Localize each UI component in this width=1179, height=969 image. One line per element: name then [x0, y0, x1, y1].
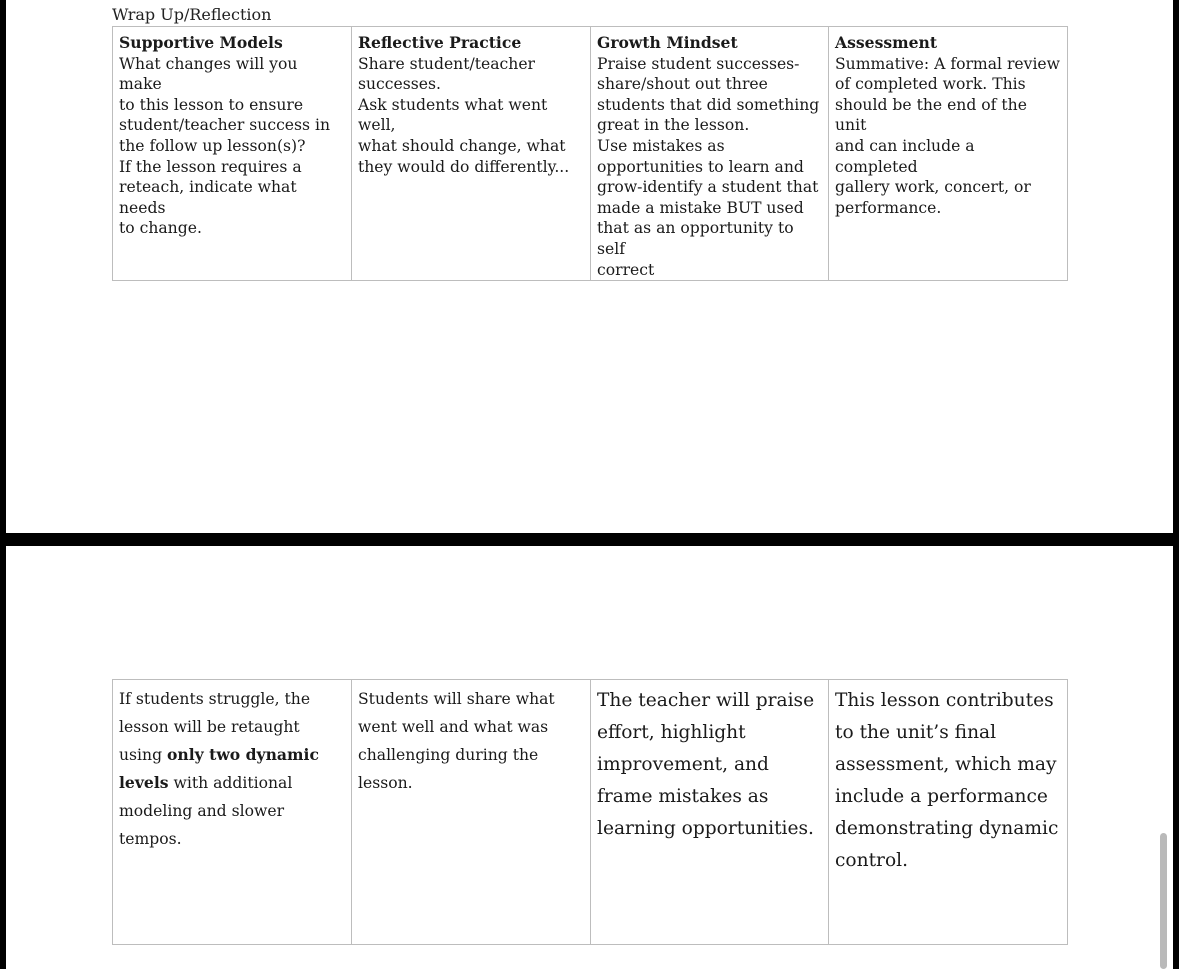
response-table: [112, 679, 1068, 945]
response-cell-growth-mindset: [591, 680, 829, 945]
response-text: The teacher will praise effort, highlight improvement, and frame mistakes as learning opportunities.: [597, 690, 815, 839]
response-text: This lesson contributes to the unit’s final assessment, which may include a performance demonstrating dynamic control.: [835, 690, 1059, 871]
cell-text: What changes will you make to this lesson to ensure student/teacher success in the follow up lesson(s)? If the lesson requires a reteach, indicate what needs to change.: [119, 54, 331, 238]
reference-table: [112, 26, 1068, 281]
section-title: Wrap Up/Reflection: [112, 5, 272, 24]
reference-cell-reflective-practice: [352, 27, 591, 281]
response-cell-reflective-practice: [352, 680, 591, 945]
document-page-1: [6, 0, 1173, 533]
cell-heading: Assessment: [835, 33, 938, 52]
cell-text: Summative: A formal review of completed work. This should be the end of the unit and can include a completed gallery work, concert, or performance.: [835, 54, 1061, 217]
cell-text: Share student/teacher successes. Ask students what went well, what should change, what they would do differently...: [358, 54, 570, 176]
cell-heading: Reflective Practice: [358, 33, 522, 52]
cell-heading: Supportive Models: [119, 33, 283, 52]
reference-cell-growth-mindset: [591, 27, 829, 281]
cell-text: Praise student successes- share/shout out three students that did something great in the lesson. Use mistakes as opportunities to learn and grow-identify a student that made a mistake BUT used that as an opportunity to self correct: [597, 54, 820, 279]
response-text: If students struggle, the lesson will be retaught using: [119, 690, 311, 764]
reference-cell-supportive-models: [113, 27, 352, 281]
cell-heading: Growth Mindset: [597, 33, 738, 52]
document-page-2: [6, 546, 1173, 969]
response-cell-supportive-models: [113, 680, 352, 945]
response-cell-assessment: [829, 680, 1068, 945]
reference-cell-assessment: [829, 27, 1068, 281]
response-bold-text: only two dynamic levels: [119, 745, 319, 792]
response-text: Students will share what went well and what was challenging during the lesson.: [358, 690, 555, 792]
scrollbar-thumb[interactable]: [1160, 833, 1167, 969]
response-text: with additional modeling and slower tempos.: [119, 774, 293, 848]
